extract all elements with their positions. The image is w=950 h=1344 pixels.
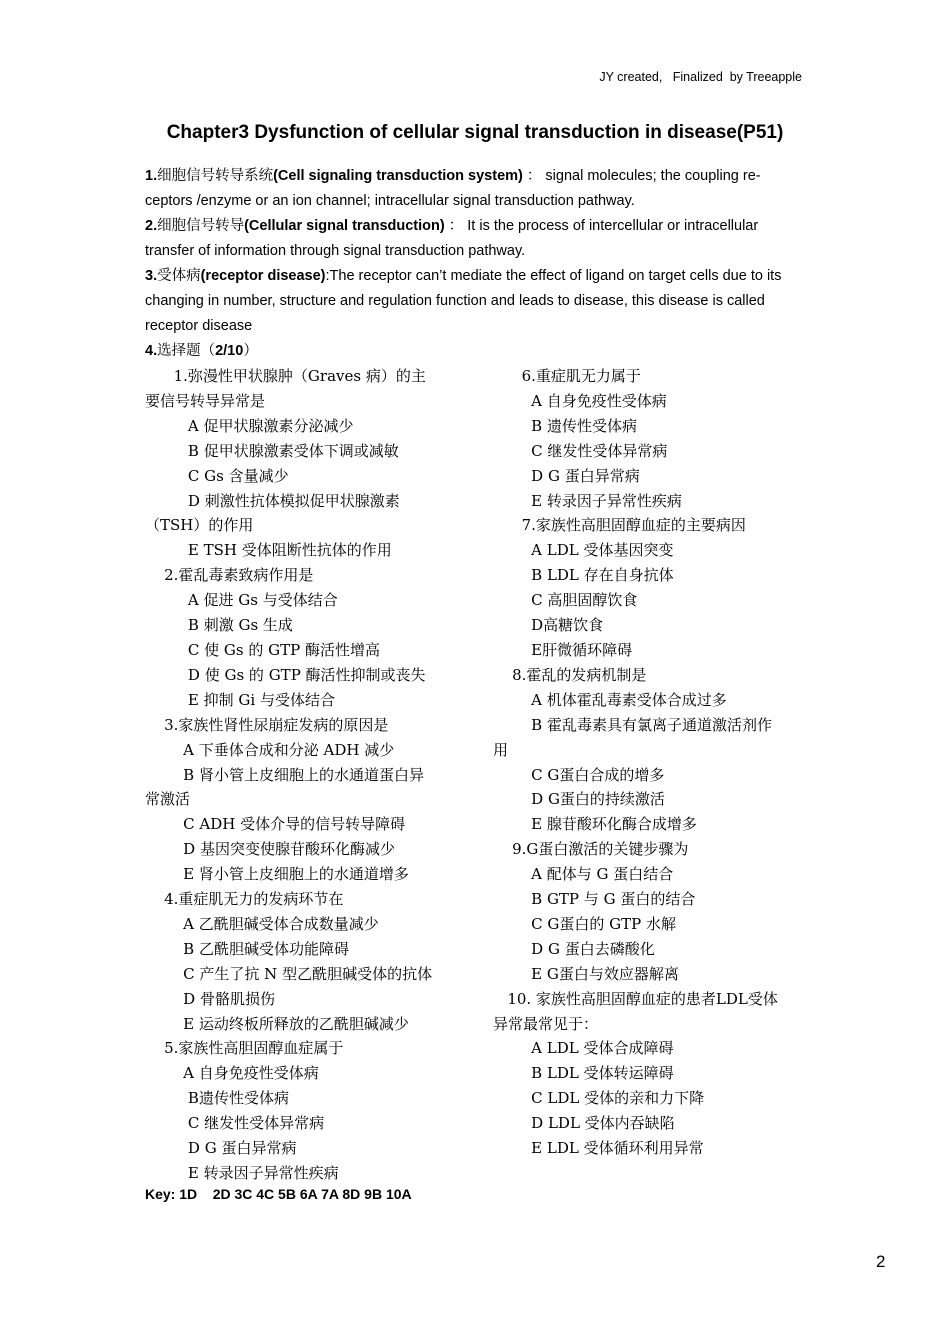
question-line: B 刺激 Gs 生成 bbox=[145, 616, 293, 635]
definition-term-en: (Cellular signal transduction) bbox=[244, 218, 445, 234]
question-line: E 转录因子异常性疾病 bbox=[493, 491, 682, 510]
question-line: 9.G蛋白激活的关键步骤为 bbox=[493, 840, 689, 859]
question-line: B 乙酰胆碱受体功能障碍 bbox=[145, 939, 349, 958]
question-line: E 转录因子异常性疾病 bbox=[145, 1164, 339, 1182]
question-line: A 促进 Gs 与受体结合 bbox=[145, 591, 338, 610]
question-column-left bbox=[145, 364, 463, 1186]
question-line: A 机体霍乱毒素受体合成过多 bbox=[493, 690, 727, 709]
question-line: C G蛋白合成的增多 bbox=[493, 765, 665, 784]
definition-separator: : bbox=[325, 268, 330, 284]
question-line: 4.重症肌无力的发病环节在 bbox=[145, 890, 344, 909]
question-line: 用 bbox=[493, 740, 509, 759]
question-line: E 腺苷酸环化酶合成增多 bbox=[493, 815, 697, 834]
question-line: 2.霍乱毒素致病作用是 bbox=[145, 566, 314, 585]
question-line: B遗传性受体病 bbox=[145, 1089, 289, 1108]
question-line: D G蛋白的持续激活 bbox=[493, 790, 665, 809]
question-line: 7.家族性高胆固醇血症的主要病因 bbox=[493, 516, 746, 535]
question-line: 异常最常见于： bbox=[493, 1014, 599, 1033]
question-line: 8.霍乱的发病机制是 bbox=[493, 665, 647, 684]
question-line: A 促甲状腺激素分泌减少 bbox=[145, 416, 354, 435]
definition-separator: ： bbox=[444, 218, 464, 234]
answer-key: Key: 1D 2D 3C 4C 5B 6A 7A 8D 9B 10A bbox=[145, 1186, 412, 1202]
question-line: D 基因突变使腺苷酸环化酶减少 bbox=[145, 840, 395, 859]
question-line: 常激活 bbox=[145, 790, 191, 809]
question-line: D G 蛋白异常病 bbox=[145, 1139, 297, 1158]
question-line: A 自身免疫性受体病 bbox=[145, 1064, 319, 1083]
section-heading-multiple-choice bbox=[145, 339, 258, 364]
question-line: D LDL 受体内吞缺陷 bbox=[493, 1114, 675, 1133]
question-line: 10. 家族性高胆固醇血症的患者LDL受体 bbox=[493, 989, 778, 1008]
header-credit: JY created, Finalized by Treeapple bbox=[599, 70, 802, 84]
question-line: A 自身免疫性受体病 bbox=[493, 391, 667, 410]
question-line: B LDL 存在自身抗体 bbox=[493, 566, 674, 585]
question-line: C 高胆固醇饮食 bbox=[493, 591, 638, 610]
definition-text: signal molecules; the coupling re-ceptors /enzyme or an ion channel; intracellular signal transduction pathway. bbox=[145, 168, 761, 209]
definition-text: It is the process of intercellular or intracellular transfer of information through signal transduction pathway. bbox=[145, 218, 759, 259]
question-line: B 促甲状腺激素受体下调或减敏 bbox=[145, 441, 399, 460]
section-number: 4. bbox=[145, 343, 158, 359]
question-column-right bbox=[493, 364, 811, 1161]
question-line: 3.家族性肾性尿崩症发病的原因是 bbox=[145, 715, 389, 734]
question-line: C 产生了抗 N 型乙酰胆碱受体的抗体 bbox=[145, 964, 433, 983]
question-line: C 继发性受体异常病 bbox=[493, 441, 668, 460]
question-line: 6.重症肌无力属于 bbox=[493, 367, 641, 385]
definition-term-en: (receptor disease) bbox=[200, 268, 326, 284]
question-line: C 使 Gs 的 GTP 酶活性增高 bbox=[145, 640, 381, 659]
question-line: B GTP 与 G 蛋白的结合 bbox=[493, 890, 696, 909]
definition-number: 1. bbox=[145, 168, 158, 184]
question-line: E TSH 受体阻断性抗体的作用 bbox=[145, 541, 392, 560]
definition-number: 2. bbox=[145, 218, 158, 234]
question-line: （TSH）的作用 bbox=[145, 516, 254, 535]
question-line: E 抑制 Gi 与受体结合 bbox=[145, 690, 335, 709]
definition-text: The receptor can’t mediate the effect of ligand on target cells due to its changing in number, structure and regulation function and leads to disease, this disease is called receptor disease bbox=[145, 268, 782, 334]
question-line: C 继发性受体异常病 bbox=[145, 1114, 325, 1133]
question-line: E LDL 受体循环利用异常 bbox=[493, 1139, 704, 1158]
definition-number: 3. bbox=[145, 268, 158, 284]
section-score: 2/10 bbox=[215, 343, 244, 359]
question-line: B LDL 受体转运障碍 bbox=[493, 1064, 674, 1083]
question-line: D 骨骼肌损伤 bbox=[145, 989, 275, 1008]
question-line: B 肾小管上皮细胞上的水通道蛋白异 bbox=[145, 765, 424, 784]
definition-term-cn: 受体病 bbox=[157, 268, 201, 284]
page-number: 2 bbox=[876, 1252, 886, 1271]
question-line: 5.家族性高胆固醇血症属于 bbox=[145, 1039, 344, 1058]
question-line: A LDL 受体基因突变 bbox=[493, 541, 674, 560]
question-line: D G 蛋白去磷酸化 bbox=[493, 939, 655, 958]
question-line: B 遗传性受体病 bbox=[493, 416, 637, 435]
question-line: C G蛋白的 GTP 水解 bbox=[493, 914, 677, 933]
question-line: E 运动终板所释放的乙酰胆碱减少 bbox=[145, 1014, 409, 1033]
question-line: D 使 Gs 的 GTP 酶活性抑制或丧失 bbox=[145, 665, 426, 684]
chapter-title: Chapter3 Dysfunction of cellular signal transduction in disease(P51) bbox=[166, 122, 784, 143]
question-line: B 霍乱毒素具有氯离子通道激活剂作 bbox=[493, 715, 772, 734]
section-label-close: ） bbox=[243, 343, 258, 359]
question-line: C LDL 受体的亲和力下降 bbox=[493, 1089, 705, 1108]
definition-3 bbox=[145, 264, 805, 338]
question-line: D G 蛋白异常病 bbox=[493, 466, 640, 485]
question-line: E G蛋白与效应器解离 bbox=[493, 964, 679, 983]
question-line: A 配体与 G 蛋白结合 bbox=[493, 865, 674, 884]
question-line: C ADH 受体介导的信号转导障碍 bbox=[145, 815, 406, 834]
question-line: A LDL 受体合成障碍 bbox=[493, 1039, 674, 1058]
question-line: E肝微循环障碍 bbox=[493, 640, 633, 659]
question-line: E 肾小管上皮细胞上的水通道增多 bbox=[145, 865, 409, 884]
section-label: 选择题（ bbox=[157, 343, 216, 359]
definition-1 bbox=[145, 164, 805, 214]
definition-term-cn: 细胞信号转导 bbox=[157, 218, 245, 234]
question-line: C Gs 含量减少 bbox=[145, 466, 289, 485]
definition-term-en: (Cell signaling transduction system) bbox=[273, 168, 523, 184]
question-line: A 下垂体合成和分泌 ADH 减少 bbox=[145, 740, 395, 759]
question-line: D 刺激性抗体模拟促甲状腺激素 bbox=[145, 491, 400, 510]
definition-2 bbox=[145, 214, 805, 264]
question-line: A 乙酰胆碱受体合成数量减少 bbox=[145, 914, 379, 933]
question-line: D高糖饮食 bbox=[493, 616, 604, 635]
question-line: 1.弥漫性甲状腺肿（Graves 病）的主 bbox=[145, 367, 426, 385]
question-line: 要信号转导异常是 bbox=[145, 391, 266, 410]
definition-separator: ： bbox=[522, 168, 542, 184]
definition-term-cn: 细胞信号转导系统 bbox=[157, 168, 274, 184]
